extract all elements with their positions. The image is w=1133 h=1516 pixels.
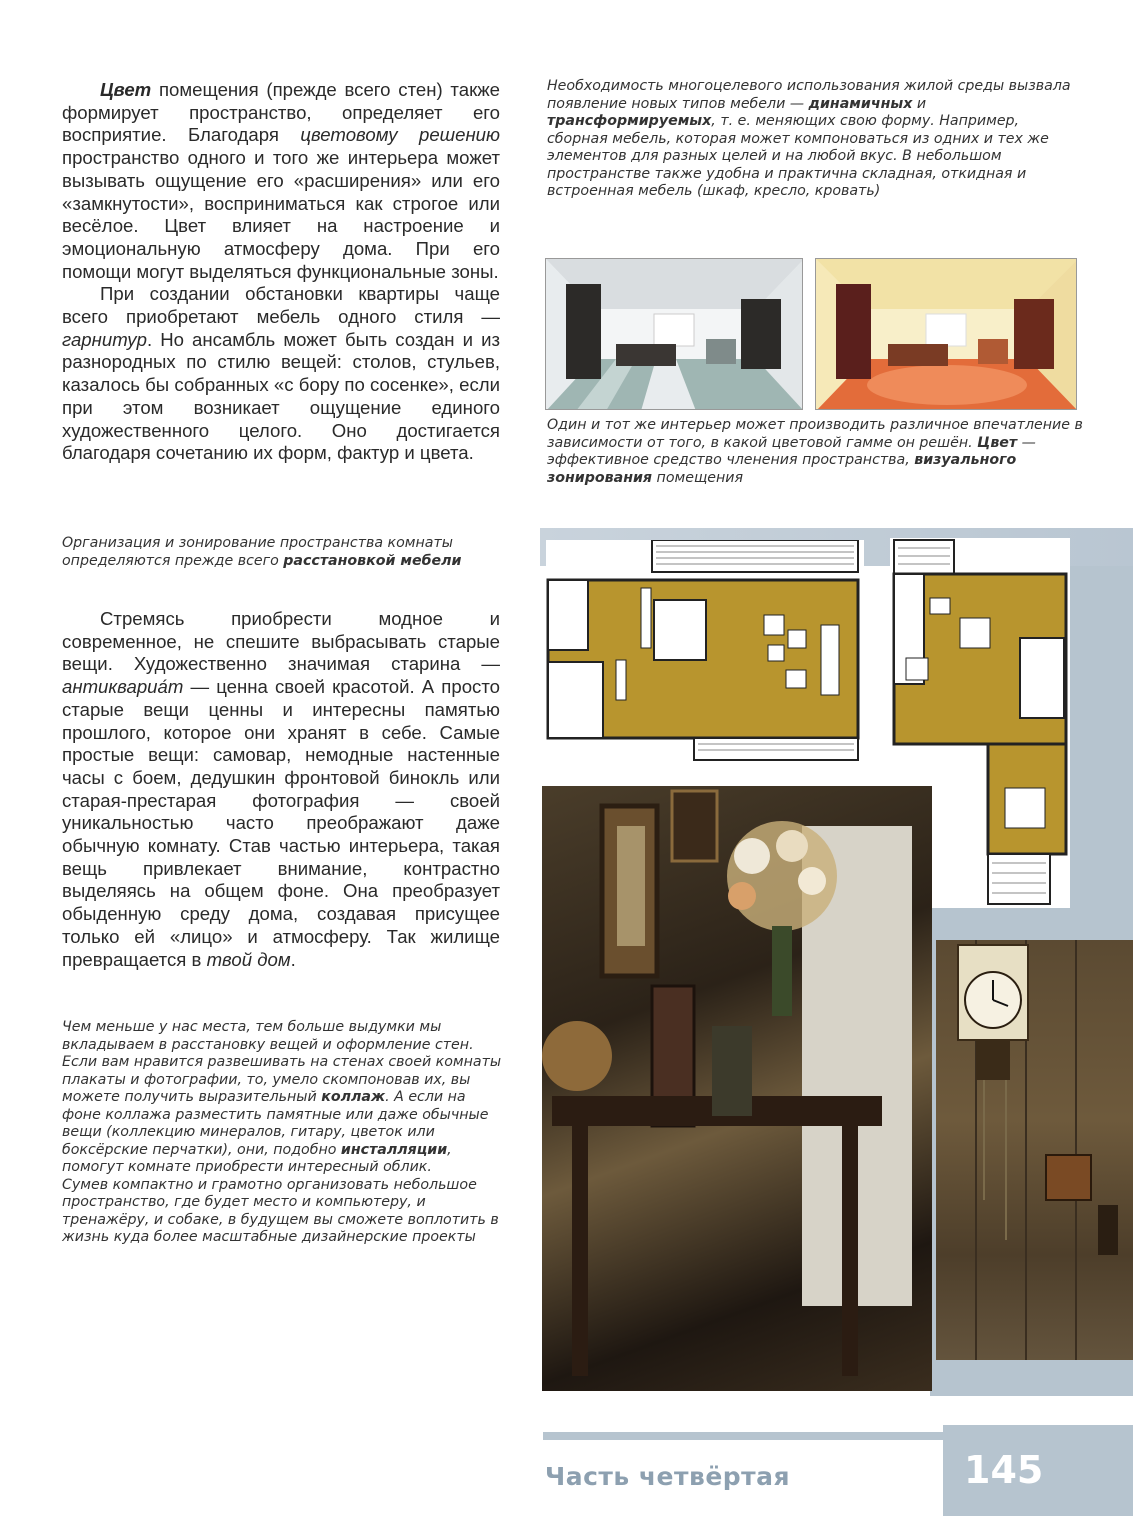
term-transformable: трансформируемых <box>547 113 712 129</box>
note-line: Сумев компактно и грамотно организовать небольшое пространство, где будет место и компьютеру, и тренажёру, и собаке, в будущем вы сможете воплотить в жизнь куда более масштабные дизайнерские проекты <box>62 1176 499 1245</box>
term-color: Цвет <box>100 79 152 100</box>
term-set: гарнитур <box>62 328 147 350</box>
photo-antique-interior <box>542 786 932 1391</box>
page-number: 145 <box>964 1448 1044 1492</box>
text: При создании обстановки квартиры чаще всего приобретают мебель одного стиля — <box>62 283 500 328</box>
text: Один и тот же интерьер может производить различное впечатление в зависимости от того, в какой цветовой гамме он решён. <box>547 417 1083 451</box>
term-your-home: твой дом <box>206 948 291 970</box>
paragraph-furniture-set <box>62 283 500 465</box>
floor-plan-left <box>546 540 864 768</box>
note-collage <box>62 1054 502 1177</box>
term-dynamic: динамичных <box>808 95 913 112</box>
text: — ценна своей красотой. А просто старые вещи ценны и интересны памятью прошлого, которое они хранят в себе. Самые простые вещи: самовар, немодные настенные часы с боем, дедушкин фронтовой бинокль или старая-престарая фотография — своей уникальностью часто преображают даже обычную комнату. Став частью интерьера, такая вещь привлекает внимание, контрастно выделяясь на общем фоне. Она преобразует обыденную среду дома, создавая присущее только ей «лицо» и атмосферу. Так жилище превращается в <box>62 676 500 970</box>
term-arrangement: расстановкой мебели <box>283 552 462 569</box>
text: помещения <box>652 469 744 486</box>
text: помещения (прежде всего стен) также формирует пространство, определяет его восприятие. Благодаря <box>62 79 500 146</box>
interior-illustration-cool <box>545 258 803 410</box>
note-compact-space <box>62 1019 502 1247</box>
interior-cool-drawing <box>546 259 803 410</box>
photo-wall-clock-drawing <box>936 940 1133 1390</box>
text: Организация и зонирование пространства комнаты определяются прежде всего <box>62 535 453 569</box>
caption-color-zoning <box>547 417 1087 487</box>
text: — эффективное средство членения пространства, <box>547 434 1036 468</box>
text: , т. е. меняющих свою форму. Например, сборная мебель, которая может компоноваться из одних и тех же элементов для разных целей и на любой вкус. В небольшом пространстве также удобна и практична складная, откидная и встроенная мебель (шкаф, кресло, кровать) <box>547 113 1049 199</box>
text: . А если на фоне коллажа разместить памятные или даже обычные вещи (коллекцию минералов, гитару, цветок или боксёрские перчатки), они, подобно <box>62 1089 489 1158</box>
text: и <box>912 95 927 112</box>
term-color: Цвет <box>977 434 1018 451</box>
term-color-solution: цветовому решению <box>300 124 500 146</box>
term-antique: антиквариа́т <box>62 676 184 698</box>
text: Стремясь приобрести модное и современное, не спешите выбрасывать старые вещи. Художественно значимая старина — <box>62 608 500 675</box>
term-visual-zoning: визуального зонирования <box>547 452 1017 486</box>
floor-plan-left-drawing <box>546 540 864 768</box>
photo-wall-clock <box>936 940 1133 1390</box>
text: . <box>290 948 296 970</box>
main-text-antique <box>62 608 500 971</box>
main-text-top <box>62 79 500 465</box>
text: Необходимость многоцелевого использования жилой среды вызвала появление новых типов мебели — <box>547 78 1071 112</box>
paragraph-antique <box>62 608 500 971</box>
section-title: Часть четвёртая <box>545 1462 791 1491</box>
paragraph-color <box>62 79 500 283</box>
text: Если вам нравится развешивать на стенах своей комнаты плакаты и фотографии, то, умело скомпоновав их, вы можете получить выразительный <box>62 1054 502 1105</box>
interior-illustration-warm <box>815 258 1077 410</box>
note-furniture-types <box>547 78 1077 201</box>
note-zoning <box>62 535 492 570</box>
interior-warm-drawing <box>816 259 1077 410</box>
term-installation: инсталляции <box>340 1141 448 1158</box>
text: , помогут комнате приобрести интересный облик. <box>62 1141 452 1175</box>
term-collage: коллаж <box>321 1089 386 1105</box>
text: . Но ансамбль может быть создан и из разнородных по стилю вещей: столов, стульев, казалось бы собранных «с бору по сосенке», если при этом возникает ощущение единого художественного целого. Оно достигается благодаря сочетанию их форм, фактур и цвета. <box>62 328 500 464</box>
text: пространство одного и того же интерьера может вызывать ощущение его «расширения» или его «замкнутости», восприниматься как строгое или весёлое. Цвет влияет на настроение и эмоциональную атмосферу дома. При его помощи могут выделяться функциональные зоны. <box>62 147 500 282</box>
note-line: Чем меньше у нас места, тем больше выдумки мы вкладываем в расстановку вещей и оформление стен. <box>62 1019 474 1053</box>
footer-bar <box>543 1432 943 1440</box>
photo-antique-interior-drawing <box>542 786 932 1391</box>
